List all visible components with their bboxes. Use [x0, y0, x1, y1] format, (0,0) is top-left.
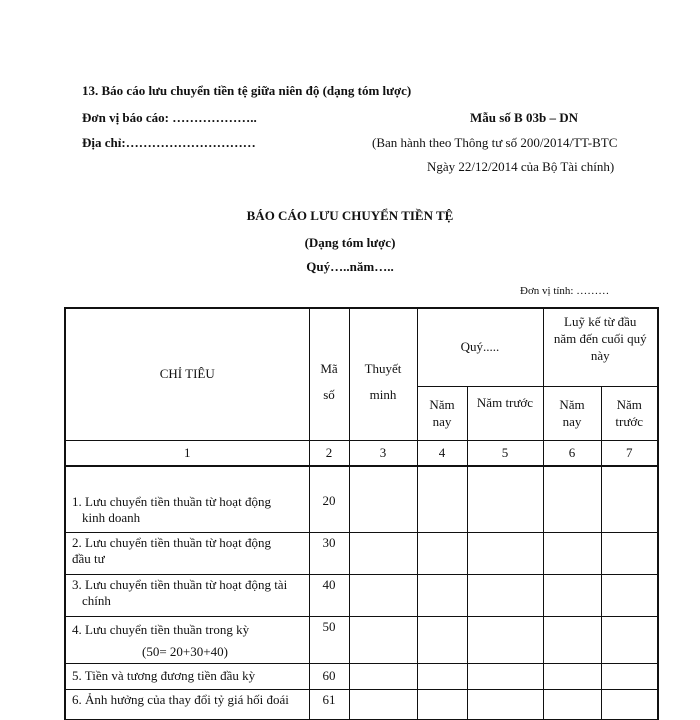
row-code: 20 [309, 466, 349, 532]
row-code: 30 [309, 532, 349, 574]
table-row [65, 689, 658, 719]
row-label: 6. Ảnh hưởng của thay đổi tỷ giá hối đoái [65, 689, 309, 719]
header-luy-ke-nam-nay: Năm nay [543, 386, 601, 440]
section-title: 13. Báo cáo lưu chuyển tiền tệ giữa niên độ (dạng tóm lược) [82, 83, 412, 98]
address-label: Địa chỉ:………………………… [82, 135, 256, 150]
cell [601, 532, 658, 574]
table-row [65, 574, 658, 616]
cell [543, 574, 601, 616]
cell [417, 466, 467, 532]
cell [349, 689, 417, 719]
cell [417, 689, 467, 719]
header-luy-ke: Luỹ kế từ đầu năm đến cuối quý này [543, 308, 658, 386]
column-number-row [65, 440, 658, 466]
column-number: 4 [417, 440, 467, 466]
cell [467, 663, 543, 689]
cell [417, 574, 467, 616]
column-number: 3 [349, 440, 417, 466]
header-quy-nam-nay: Năm nay [417, 386, 467, 440]
column-number: 5 [467, 440, 543, 466]
table-row [65, 532, 658, 574]
report-title: BÁO CÁO LƯU CHUYỂN TIỀN TỆ [246, 208, 454, 223]
cell [467, 616, 543, 663]
cell [601, 663, 658, 689]
row-code: 50 [309, 616, 349, 663]
header-chi-tieu: CHỈ TIÊU [65, 308, 309, 440]
form-code: Mẫu số B 03b – DN [470, 110, 578, 125]
currency-unit: Đơn vị tính: ……… [520, 285, 610, 297]
cell [601, 689, 658, 719]
report-period: Quý…..năm….. [306, 259, 394, 274]
cell [543, 466, 601, 532]
table-row [65, 616, 658, 663]
cell [601, 616, 658, 663]
cell [417, 616, 467, 663]
header-thuyet-minh: Thuyết minh [349, 308, 417, 440]
column-number: 1 [65, 440, 309, 466]
cell [349, 532, 417, 574]
cell [543, 689, 601, 719]
cell [349, 466, 417, 532]
row-label: 4. Lưu chuyển tiền thuần trong kỳ (50= 20+30+40) [65, 616, 309, 663]
cell [349, 663, 417, 689]
row-code: 40 [309, 574, 349, 616]
cell [467, 532, 543, 574]
header-luy-ke-nam-truoc: Năm trước [601, 386, 658, 440]
cell [417, 663, 467, 689]
cell [417, 532, 467, 574]
cell [467, 689, 543, 719]
column-number: 2 [309, 440, 349, 466]
header-quy-nam-truoc: Năm trước [467, 386, 543, 440]
issued-by-line-1: (Ban hành theo Thông tư số 200/2014/TT-BTC [372, 135, 618, 150]
row-label: 5. Tiền và tương đương tiền đầu kỳ [65, 663, 309, 689]
table-row [65, 663, 658, 689]
cell [543, 663, 601, 689]
table-row [65, 466, 658, 532]
cell [543, 532, 601, 574]
column-number: 6 [543, 440, 601, 466]
row-code: 60 [309, 663, 349, 689]
cell [349, 616, 417, 663]
row-label: 2. Lưu chuyển tiền thuần từ hoạt động đầu tư [65, 532, 309, 574]
row-label: 3. Lưu chuyển tiền thuần từ hoạt động tài chính [65, 574, 309, 616]
column-number: 7 [601, 440, 658, 466]
issued-by-line-2: Ngày 22/12/2014 của Bộ Tài chính) [427, 159, 615, 174]
cell [601, 574, 658, 616]
report-subtitle: (Dạng tóm lược) [304, 235, 396, 250]
cell [601, 466, 658, 532]
reporting-unit-label: Đơn vị báo cáo: ……………….. [82, 110, 257, 125]
row-label: 1. Lưu chuyển tiền thuần từ hoạt động kinh doanh [65, 466, 309, 532]
cell [467, 574, 543, 616]
row-code: 61 [309, 689, 349, 719]
cell [349, 574, 417, 616]
header-ma-so: Mã số [309, 308, 349, 440]
cell [467, 466, 543, 532]
header-quy: Quý..... [417, 308, 543, 386]
cell [543, 616, 601, 663]
cash-flow-table [64, 307, 659, 720]
